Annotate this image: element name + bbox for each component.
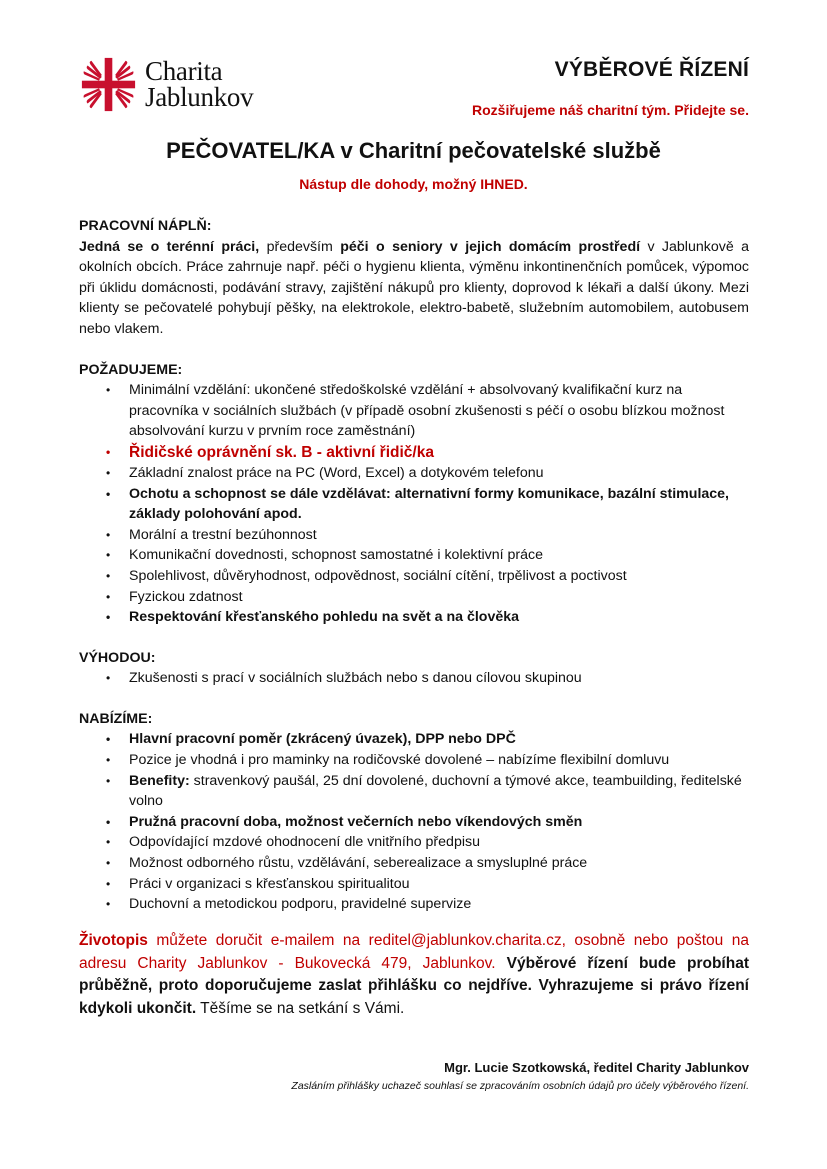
list-item: • Pozice je vhodná i pro maminky na rodičovské dovolené – nabízíme flexibilní domluvu: [79, 750, 749, 771]
requirements-heading: POŽADUJEME:: [79, 361, 183, 378]
list-item: • Zkušenosti s prací v sociálních službách nebo s danou cílovou skupinou: [79, 668, 749, 689]
address-text: , osobně nebo poštou na adresu Charity Jablunkov - Bukovecká 479, Jablunkov.: [79, 932, 749, 972]
requirements-list: [79, 380, 749, 628]
logo-wordmark: [145, 58, 253, 110]
contact-paragraph: [79, 930, 749, 1020]
main-content: [79, 216, 749, 915]
benefits-label: Benefity:: [129, 772, 190, 789]
logo-line-1: Charita: [145, 56, 223, 86]
gdpr-note: Zasláním přihlášky uchazeč souhlasí se zpracováním osobních údajů pro účely výběrového řízení.: [291, 1080, 749, 1092]
job-description-text-2: především: [259, 238, 341, 255]
benefits-text: stravenkový paušál, 25 dní dovolené, duchovní a týmové akce, teambuilding, ředitelské volno: [129, 772, 742, 810]
list-item: • Možnost odborného růstu, vzdělávání, seberealizace a smysluplné práce: [79, 853, 749, 874]
advantage-heading: VÝHODOU:: [79, 649, 156, 666]
job-description-text-4: v Jablunkově a okolních obcích. Práce zahrnuje např. péči o hygienu klienta, výměnu inkontinenčních pomůcek, výpomoc při úklidu domácnosti, podávání stravy, zajištění nákupů pro klienty, doprovod k lékaři a další úkony. Mezi klienty se pečovatelé pohybují pěšky, na elektrokole, elektro-babetě, služebním automobilem, autobusem nebo vlakem.: [79, 238, 749, 337]
charita-logo: [80, 54, 280, 114]
header-right: [472, 58, 749, 118]
job-title: PEČOVATEL/KA v Charitní pečovatelské službě: [166, 138, 661, 163]
job-description-bold-1: Jedná se o terénní práci,: [79, 238, 260, 255]
tagline: Rozšiřujeme náš charitní tým. Přidejte se.: [472, 102, 749, 118]
caritas-cross-icon: [80, 56, 137, 113]
logo-line-2: Jablunkov: [145, 82, 254, 112]
advantage-list: [79, 668, 749, 689]
list-item: • Morální a trestní bezúhonnost: [79, 525, 749, 546]
process-text: Výběrové řízení bude probíhat průběžně, proto doporučujeme zaslat přihlášku co nejdříve. Vyhrazujeme si právo řízení kdykoli ukončit.: [79, 954, 749, 1017]
job-description-bold-2: péči o seniory v jejich domácím prostředí: [340, 238, 641, 255]
list-item: • Komunikační dovednosti, schopnost samostatné i kolektivní práce: [79, 545, 749, 566]
list-item: • Respektování křesťanského pohledu na svět a na člověka: [79, 607, 749, 628]
list-item-benefits: [79, 771, 749, 812]
offer-list: [79, 729, 749, 914]
start-note: Nástup dle dohody, možný IHNED.: [299, 176, 528, 192]
closing-text: Těšíme se na setkání s Vámi.: [196, 999, 405, 1017]
job-description-text: [79, 237, 749, 340]
email-link[interactable]: reditel@jablunkov.charita.cz: [368, 932, 562, 949]
list-item: • Základní znalost práce na PC (Word, Excel) a dotykovém telefonu: [79, 463, 749, 484]
list-item: • Fyzickou zdatnost: [79, 587, 749, 608]
list-item: • Pružná pracovní doba, možnost večerních nebo víkendových směn: [79, 812, 749, 833]
cv-label: Životopis: [79, 932, 148, 949]
list-item: • Práci v organizaci s křesťanskou spiritualitou: [79, 874, 749, 895]
list-item: • Spolehlivost, důvěryhodnost, odpovědnost, sociální cítění, trpělivost a poctivost: [79, 566, 749, 587]
document-type-heading: VÝBĚROVÉ ŘÍZENÍ: [554, 58, 749, 81]
list-item: • Ochotu a schopnost se dále vzdělávat: alternativní formy komunikace, bazální stimulace, základy polohování apod.: [79, 484, 749, 525]
cv-text: můžete doručit e-mailem na: [147, 932, 369, 949]
list-item: • Duchovní a metodickou podporu, pravidelné supervize: [79, 894, 749, 915]
list-item: • Odpovídající mzdové ohodnocení dle vnitřního předpisu: [79, 832, 749, 853]
signature: Mgr. Lucie Szotkowská, ředitel Charity Jablunkov: [444, 1060, 749, 1075]
list-item-driving-license: • Řidičské oprávnění sk. B - aktivní řidič/ka: [79, 442, 749, 463]
list-item: • Hlavní pracovní poměr (zkrácený úvazek), DPP nebo DPČ: [79, 729, 749, 750]
list-item: • Minimální vzdělání: ukončené středoškolské vzdělání + absolvovaný kvalifikační kurz na pracovníka v sociálních službách (v případě osobní zkušenosti s péčí o osobu blízkou možnost absolvování kurzu v prvním roce zaměstnání): [79, 380, 749, 442]
offer-heading: NABÍZÍME:: [79, 710, 153, 727]
job-description-heading: PRACOVNÍ NÁPLŇ:: [79, 218, 212, 234]
